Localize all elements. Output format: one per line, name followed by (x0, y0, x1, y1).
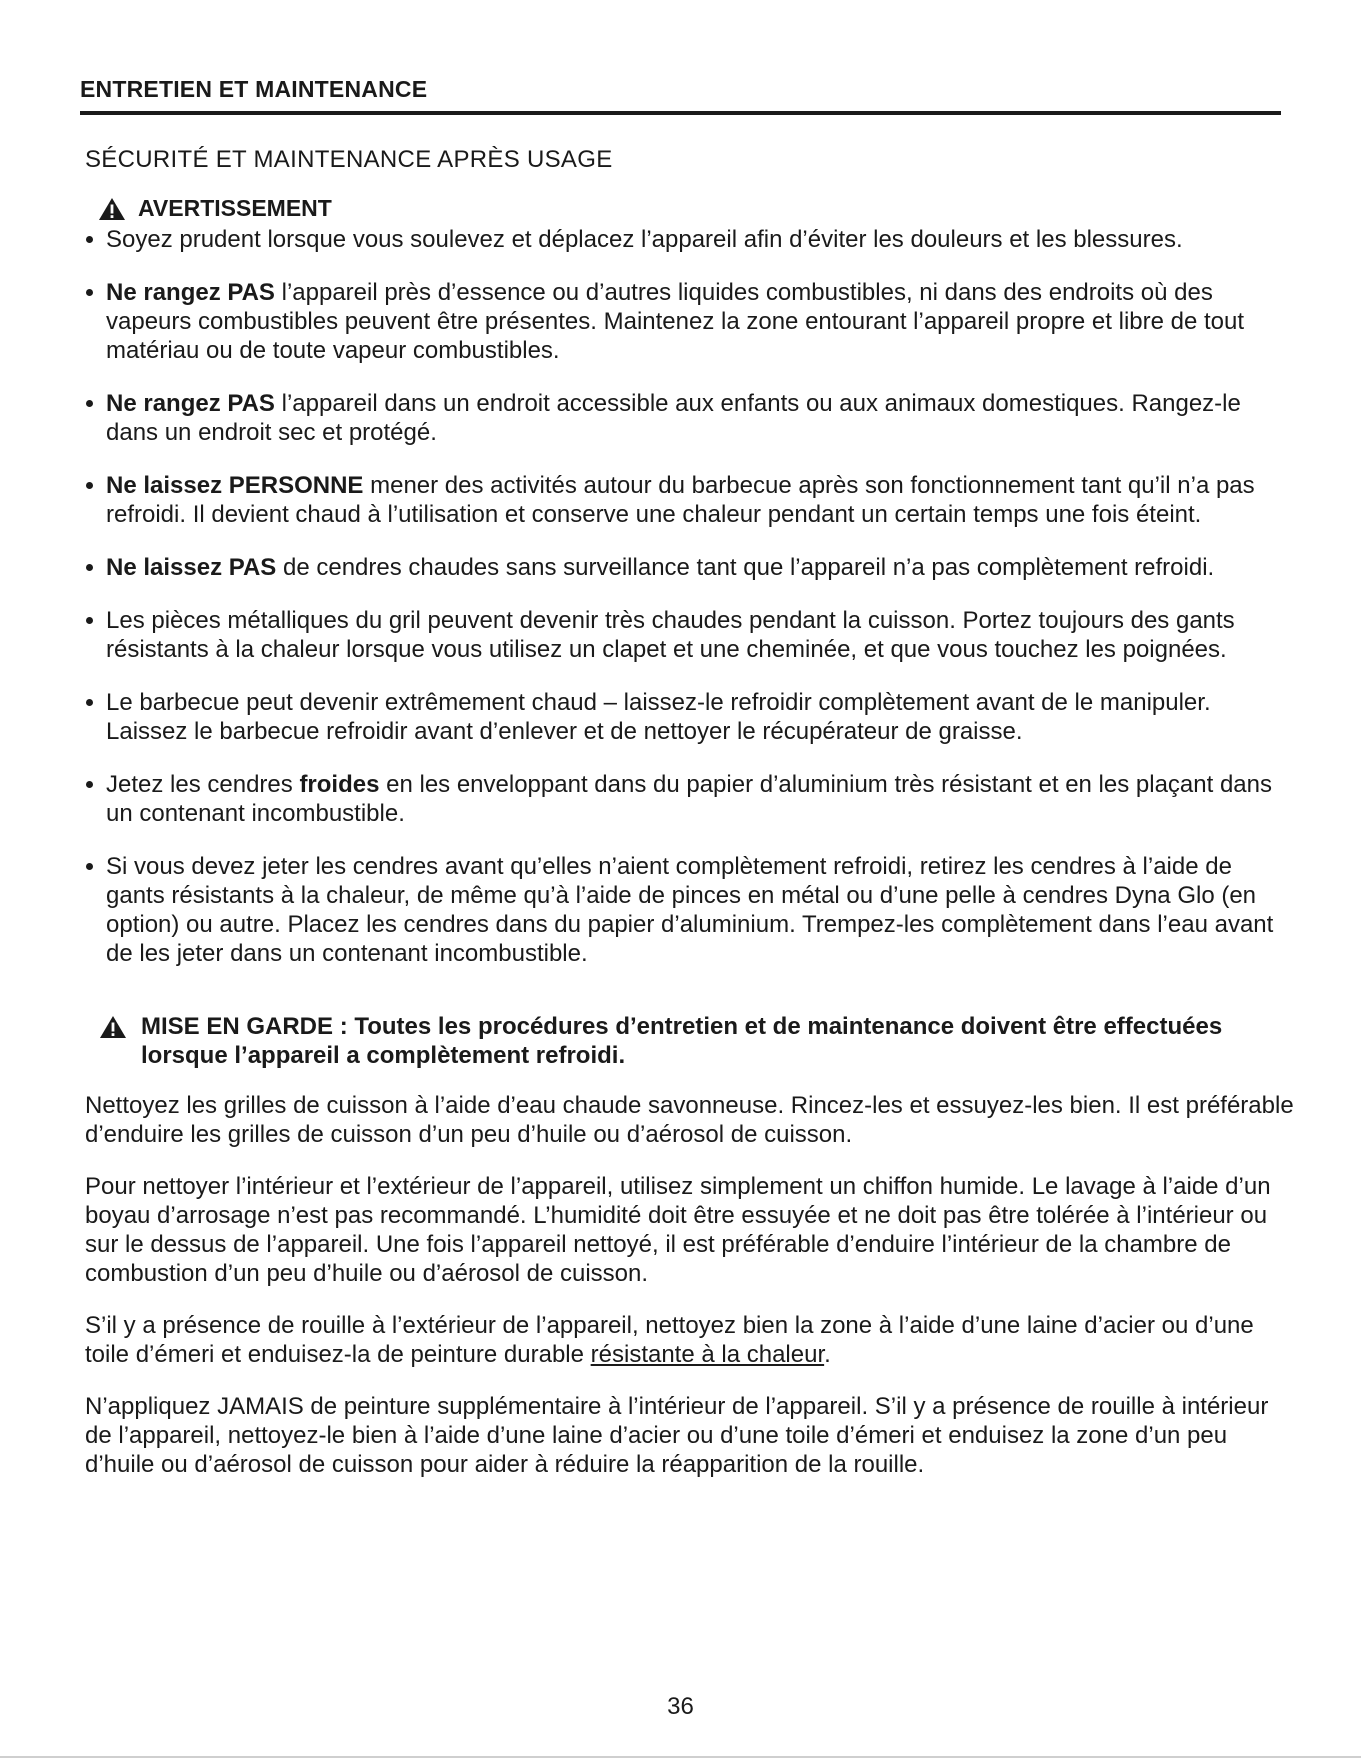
paragraph-cleaning: Pour nettoyer l’intérieur et l’extérieur de l’appareil, utilisez simplement un chiffon humide. Le lavage à l’aide d’un boyau d’arrosage n’est pas recommandé. L’humidité doit être essuyée et ne doit pas être tolérée à l’intérieur ou sur le dessus de l’appareil. Une fois l’appareil nettoyé, il est préférable d’enduire l’intérieur de la chambre de combustion d’un peu d’huile ou d’aérosol de cuisson. (85, 1173, 1271, 1287)
list-item-text: Jetez les cendres (106, 771, 300, 798)
list-item-emphasis: Ne rangez PAS (106, 279, 275, 306)
list-item-emphasis: froides (299, 771, 380, 798)
paragraph-text: . (824, 1341, 831, 1368)
paragraph-underlined-text: résistante à la chaleur (590, 1341, 825, 1368)
list-item-text: l’appareil près d’essence ou d’autres liquides combustibles, ni dans des endroits où des vapeurs combustibles peuvent être présentes. Maintenez la zone entourant l’appareil propre et libre de tout matériau ou de toute vapeur combustibles. (106, 279, 1245, 364)
list-item (85, 471, 1295, 529)
section-heading: SÉCURITÉ ET MAINTENANCE APRÈS USAGE (85, 146, 613, 173)
caution-notice (99, 1012, 1295, 1070)
warning-triangle-icon (98, 197, 126, 221)
list-item-text: l’appareil dans un endroit accessible aux enfants ou aux animaux domestiques. Rangez-le dans un endroit sec et protégé. (106, 390, 1241, 446)
paragraph-text: S’il y a présence de rouille à l’extérieur de l’appareil, nettoyez bien la zone à l’aide d’une laine d’acier ou d’une toile d’émeri et enduisez-la de peinture durable (85, 1312, 1254, 1368)
paragraph-cooking-grates: Nettoyez les grilles de cuisson à l’aide d’eau chaude savonneuse. Rincez-les et essuyez-les bien. Il est préférable d’enduire les grilles de cuisson d’un peu d’huile ou d’aérosol de cuisson. (85, 1092, 1294, 1148)
list-item (85, 278, 1295, 365)
list-item-text: en les enveloppant dans du papier d’aluminium très résistant et en les plaçant dans un contenant incombustible. (106, 771, 1272, 827)
warning-triangle-icon (99, 1015, 127, 1039)
page-content (85, 145, 1295, 1502)
list-item-emphasis: Ne laissez PAS (106, 554, 277, 581)
paragraph-exterior-rust (85, 1311, 1295, 1369)
caution-text: MISE EN GARDE : Toutes les procédures d’entretien et de maintenance doivent être effectuées lorsque l’appareil a complètement refroidi. (141, 1013, 1223, 1069)
header-divider (80, 111, 1281, 115)
list-item (85, 770, 1295, 828)
list-item-text: Si vous devez jeter les cendres avant qu’elles n’aient complètement refroidi, retirez les cendres à l’aide de gants résistants à la chaleur, de même qu’à l’aide de pinces en métal ou d’une pelle à cendres Dyna Glo (en option) ou autre. Placez les cendres dans du papier d’aluminium. Trempez-les complètement dans l’eau avant de les jeter dans un contenant incombustible. (106, 853, 1274, 967)
list-item (85, 225, 1295, 254)
list-item (85, 389, 1295, 447)
list-item-text: Le barbecue peut devenir extrêmement chaud – laissez-le refroidir complètement avant de le manipuler. Laissez le barbecue refroidir avant d’enlever et de nettoyer le récupérateur de graisse. (106, 689, 1211, 745)
list-item (85, 688, 1295, 746)
list-item-emphasis: Ne laissez PERSONNE (106, 472, 364, 499)
paragraph-interior-rust: N’appliquez JAMAIS de peinture supplémentaire à l’intérieur de l’appareil. S’il y a présence de rouille à intérieur de l’appareil, nettoyez-le bien à l’aide d’une laine d’acier ou d’une toile d’émeri et enduisez la zone d’un peu d’huile ou d’aérosol de cuisson pour aider à réduire la réapparition de la rouille. (85, 1393, 1269, 1478)
page-number: 36 (667, 1693, 694, 1720)
list-item (85, 606, 1295, 664)
list-item-text: de cendres chaudes sans surveillance tant que l’appareil n’a pas complètement refroidi. (276, 554, 1215, 581)
safety-bullet-list (85, 225, 1295, 968)
list-item-text: mener des activités autour du barbecue après son fonctionnement tant qu’il n’a pas refroidi. Il devient chaud à l’utilisation et conserve une chaleur pendant un certain temps une fois éteint. (106, 472, 1255, 528)
list-item-emphasis: Ne rangez PAS (106, 390, 275, 417)
warning-heading (98, 194, 1295, 223)
warning-label: AVERTISSEMENT (138, 195, 332, 221)
footer-divider (0, 1756, 1361, 1758)
page-header-title: ENTRETIEN ET MAINTENANCE (80, 76, 428, 102)
list-item (85, 852, 1295, 968)
list-item (85, 553, 1295, 582)
list-item-text: Les pièces métalliques du gril peuvent devenir très chaudes pendant la cuisson. Portez toujours des gants résistants à la chaleur lorsque vous utilisez un clapet et une cheminée, et que vous touchez les poignées. (106, 607, 1235, 663)
list-item-text: Soyez prudent lorsque vous soulevez et déplacez l’appareil afin d’éviter les douleurs et les blessures. (106, 226, 1183, 253)
